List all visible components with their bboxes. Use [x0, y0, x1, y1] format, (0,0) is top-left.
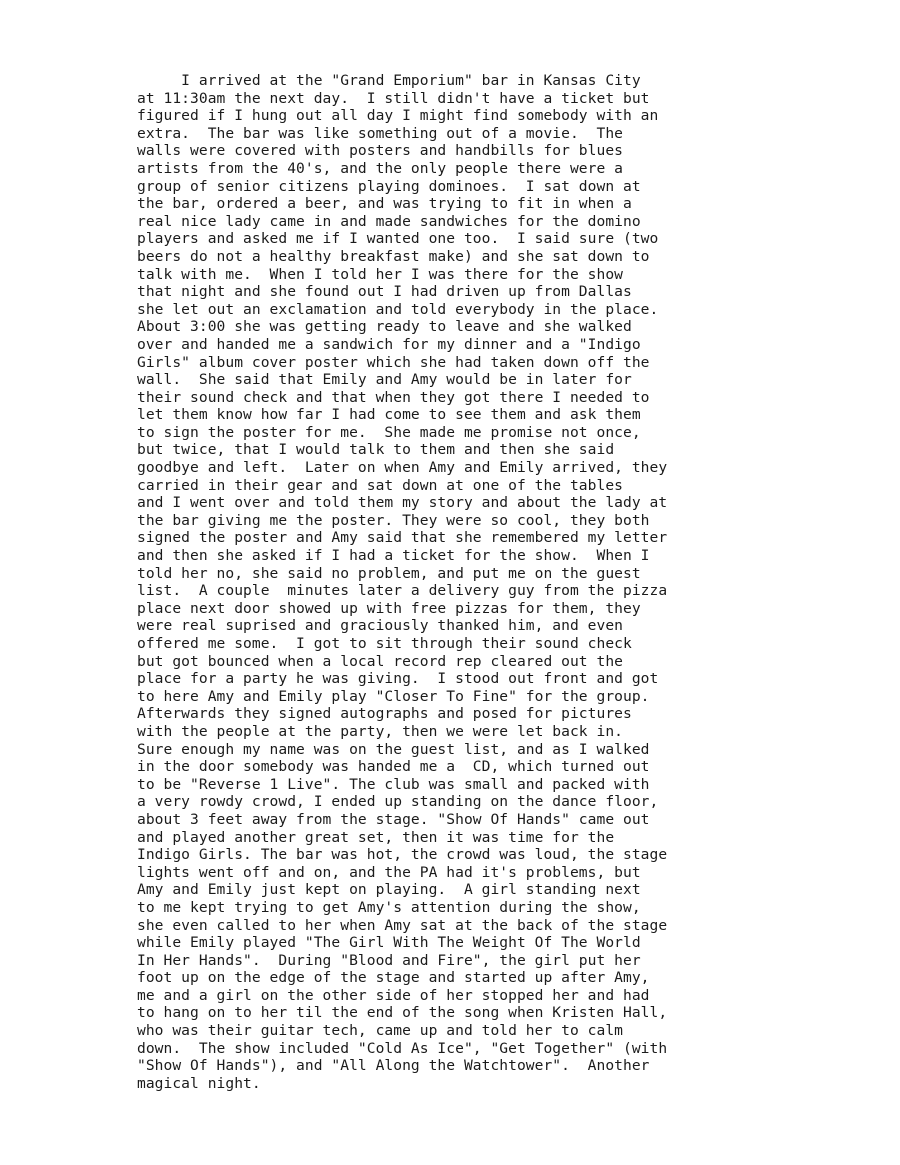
text-line: she let out an exclamation and told everybody in the place. [137, 300, 659, 318]
text-line: Amy and Emily just kept on playing. A girl standing next [137, 881, 641, 899]
text-line: list. A couple minutes later a delivery guy from the pizza [137, 582, 668, 600]
text-line: Afterwards they signed autographs and posed for pictures [137, 705, 632, 723]
text-line: their sound check and that when they got there I needed to [137, 388, 650, 406]
text-line: with the people at the party, then we were let back in. [137, 722, 623, 740]
text-line: group of senior citizens playing dominoes. I sat down at [137, 177, 641, 195]
text-line: real nice lady came in and made sandwiches for the domino [137, 212, 641, 230]
text-line: and then she asked if I had a ticket for the show. When I [137, 547, 650, 565]
text-line: extra. The bar was like something out of a movie. The [137, 124, 623, 142]
text-line: she even called to her when Amy sat at the back of the stage [137, 916, 668, 934]
text-line: to sign the poster for me. She made me promise not once, [137, 423, 641, 441]
text-line: to here Amy and Emily play "Closer To Fine" for the group. [137, 687, 650, 705]
text-line: players and asked me if I wanted one too. I said sure (two [137, 230, 659, 248]
text-line: but twice, that I would talk to them and then she said [137, 441, 615, 459]
text-line: walls were covered with posters and handbills for blues [137, 142, 623, 160]
text-line: at 11:30am the next day. I still didn't have a ticket but [137, 89, 650, 107]
text-line: I arrived at the "Grand Emporium" bar in Kansas City [137, 72, 641, 89]
text-line: me and a girl on the other side of her stopped her and had [137, 986, 650, 1004]
text-line: goodbye and left. Later on when Amy and Emily arrived, they [137, 459, 668, 477]
text-line: the bar, ordered a beer, and was trying to fit in when a [137, 195, 632, 213]
text-line: foot up on the edge of the stage and started up after Amy, [137, 969, 650, 987]
text-line: place for a party he was giving. I stood out front and got [137, 670, 659, 688]
text-line: carried in their gear and sat down at one of the tables [137, 476, 623, 494]
text-line: to me kept trying to get Amy's attention during the show, [137, 898, 641, 916]
text-line: that night and she found out I had driven up from Dallas [137, 283, 632, 301]
text-line: signed the poster and Amy said that she remembered my letter [137, 529, 668, 547]
text-line: About 3:00 she was getting ready to leave and she walked [137, 318, 632, 336]
text-line: were real suprised and graciously thanked him, and even [137, 617, 623, 635]
text-line: figured if I hung out all day I might find somebody with an [137, 107, 659, 125]
text-line: let them know how far I had come to see them and ask them [137, 406, 641, 424]
text-line: who was their guitar tech, came up and told her to calm [137, 1022, 623, 1040]
text-line: artists from the 40's, and the only people there were a [137, 159, 623, 177]
text-line: but got bounced when a local record rep cleared out the [137, 652, 623, 670]
text-line: over and handed me a sandwich for my dinner and a "Indigo [137, 335, 641, 353]
text-line: "Show Of Hands"), and "All Along the Watchtower". Another [137, 1057, 650, 1075]
text-line: down. The show included "Cold As Ice", "Get Together" (with [137, 1039, 668, 1057]
text-line: in the door somebody was handed me a CD, which turned out [137, 758, 650, 776]
text-line: while Emily played "The Girl With The Weight Of The World [137, 934, 641, 952]
text-line: Girls" album cover poster which she had taken down off the [137, 353, 650, 371]
text-line: place next door showed up with free pizzas for them, they [137, 599, 641, 617]
text-line: magical night. [137, 1074, 261, 1092]
text-line: offered me some. I got to sit through their sound check [137, 635, 632, 652]
text-line: and I went over and told them my story and about the lady at [137, 494, 668, 512]
text-line: and played another great set, then it was time for the [137, 828, 615, 846]
text-line: talk with me. When I told her I was there for the show [137, 265, 623, 283]
text-line: wall. She said that Emily and Amy would be in later for [137, 371, 632, 389]
text-line: beers do not a healthy breakfast make) and she sat down to [137, 247, 650, 265]
text-line: to hang on to her til the end of the song when Kristen Hall, [137, 1004, 668, 1022]
text-line: a very rowdy crowd, I ended up standing on the dance floor, [137, 793, 659, 811]
text-line: told her no, she said no problem, and put me on the guest [137, 564, 641, 582]
text-line: the bar giving me the poster. They were so cool, they both [137, 511, 650, 529]
text-line: lights went off and on, and the PA had it's problems, but [137, 863, 641, 881]
story-paragraph [137, 72, 787, 1092]
text-line: Indigo Girls. The bar was hot, the crowd was loud, the stage [137, 846, 668, 864]
text-line: Sure enough my name was on the guest list, and as I walked [137, 740, 650, 758]
text-line: to be "Reverse 1 Live". The club was small and packed with [137, 775, 650, 793]
text-line: In Her Hands". During "Blood and Fire", the girl put her [137, 951, 641, 969]
text-line: about 3 feet away from the stage. "Show Of Hands" came out [137, 810, 650, 828]
